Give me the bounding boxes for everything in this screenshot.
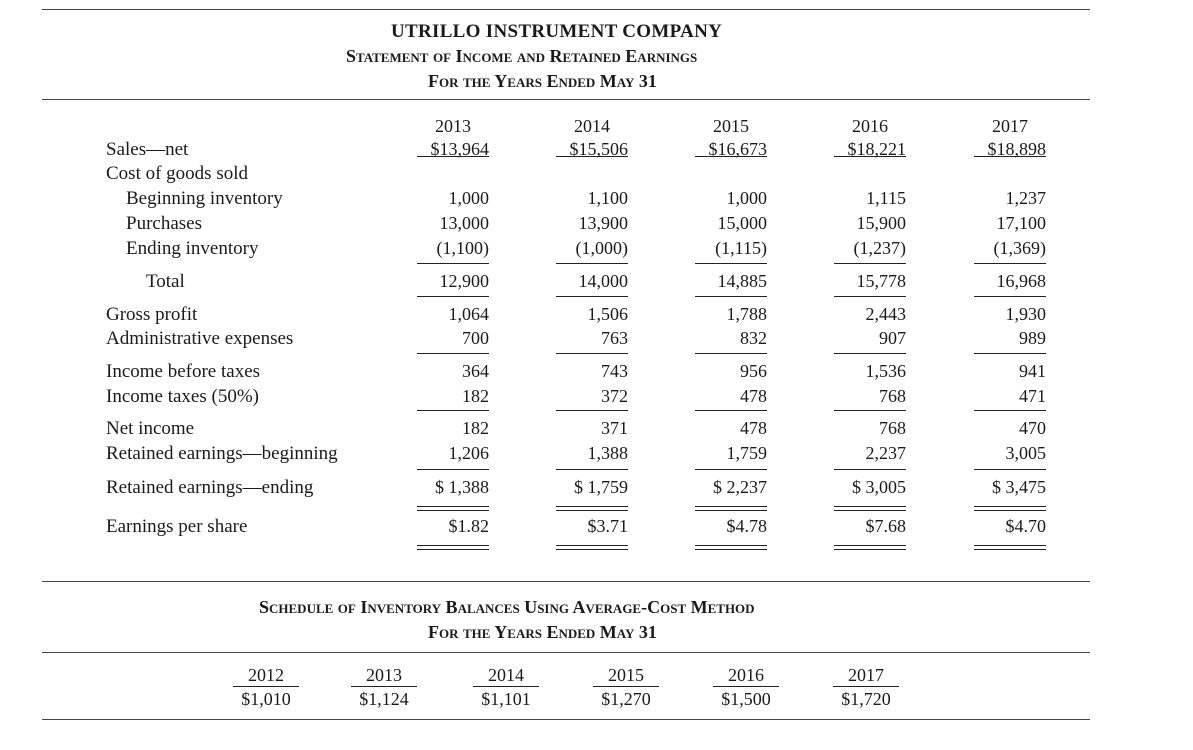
header-rule [42,99,1090,100]
schedule-underline [713,686,779,687]
schedule-year: 2013 [366,665,402,685]
beginning-inventory-label: Beginning inventory [126,188,283,209]
schedule-balance: $1,720 [841,689,891,709]
retained-earnings-beginning-label: Retained earnings—beginning [106,443,338,464]
double-underline [834,506,906,507]
schedule-year: 2012 [248,665,284,685]
ending-inventory-value: (1,369) [993,238,1046,258]
income-taxes-value: 768 [879,386,906,406]
double-underline [695,549,767,550]
retained-earnings-beginning-value: 1,206 [448,443,489,463]
statement-period: For the Years Ended May 31 [428,71,657,91]
year-header: 2015 [713,116,749,136]
schedule-balance: $1,124 [359,689,409,709]
gross-profit-value: 1,506 [587,304,628,324]
underline [695,263,767,264]
ending-inventory-value: (1,100) [436,238,489,258]
underline [556,469,628,470]
retained-earnings-beginning-value: 1,388 [587,443,628,463]
underline [974,156,1046,157]
total-label: Total [146,271,185,292]
schedule-year: 2015 [608,665,644,685]
schedule-balance: $1,500 [721,689,771,709]
double-underline [834,549,906,550]
underline [695,410,767,411]
retained-earnings-ending-value: $ 2,237 [713,477,767,497]
double-underline [834,510,906,511]
underline [417,263,489,264]
income-before-taxes-value: 364 [462,361,489,381]
admin-expenses-value: 989 [1019,328,1046,348]
total-value: 12,900 [439,271,489,291]
double-underline [974,545,1046,546]
schedule-period: For the Years Ended May 31 [428,622,657,642]
retained-earnings-beginning-value: 1,759 [726,443,767,463]
income-before-taxes-value: 1,536 [865,361,906,381]
eps-value: $4.70 [1005,516,1046,536]
admin-expenses-value: 700 [462,328,489,348]
retained-earnings-beginning-value: 2,237 [865,443,906,463]
underline [556,353,628,354]
total-value: 14,000 [578,271,628,291]
underline [417,469,489,470]
underline [695,156,767,157]
double-underline [695,545,767,546]
bottom-rule [42,719,1090,720]
eps-value: $4.78 [726,516,767,536]
total-value: 16,968 [996,271,1046,291]
net-income-value: 478 [740,418,767,438]
gross-profit-value: 2,443 [865,304,906,324]
beginning-inventory-value: 1,237 [1005,188,1046,208]
sales-value: $13,964 [430,139,489,159]
income-taxes-label: Income taxes (50%) [106,386,259,407]
eps-label: Earnings per share [106,516,248,537]
beginning-inventory-value: 1,000 [726,188,767,208]
ending-inventory-value: (1,115) [715,238,767,258]
schedule-balance: $1,101 [481,689,531,709]
schedule-underline [351,686,417,687]
net-income-value: 768 [879,418,906,438]
double-underline [556,506,628,507]
income-before-taxes-value: 743 [601,361,628,381]
double-underline [974,549,1046,550]
eps-value: $7.68 [865,516,906,536]
underline [974,410,1046,411]
retained-earnings-ending-value: $ 3,475 [992,477,1046,497]
total-value: 14,885 [717,271,767,291]
admin-expenses-value: 907 [879,328,906,348]
underline [974,296,1046,297]
schedule-title: Schedule of Inventory Balances Using Average-Cost Method [259,597,755,617]
schedule-year: 2017 [848,665,884,685]
purchases-value: 15,900 [856,213,906,233]
underline [695,296,767,297]
underline [556,263,628,264]
company-name: UTRILLO INSTRUMENT COMPANY [391,21,723,42]
underline [556,156,628,157]
net-income-value: 470 [1019,418,1046,438]
underline [834,296,906,297]
beginning-inventory-value: 1,115 [866,188,906,208]
eps-value: $3.71 [587,516,628,536]
underline [695,469,767,470]
double-underline [417,545,489,546]
double-underline [974,510,1046,511]
sales-value: $18,898 [987,139,1046,159]
double-underline [695,510,767,511]
admin-expenses-label: Administrative expenses [106,328,294,349]
net-income-value: 182 [462,418,489,438]
purchases-value: 13,900 [578,213,628,233]
underline [417,296,489,297]
purchases-value: 15,000 [717,213,767,233]
schedule-underline [833,686,899,687]
underline [417,353,489,354]
sales-value: $16,673 [708,139,767,159]
double-underline [834,545,906,546]
retained-earnings-ending-value: $ 3,005 [852,477,906,497]
total-value: 15,778 [856,271,906,291]
gross-profit-value: 1,064 [448,304,489,324]
cogs-label: Cost of goods sold [106,163,248,184]
schedule-year: 2014 [488,665,524,685]
income-before-taxes-label: Income before taxes [106,361,261,382]
underline [834,410,906,411]
ending-inventory-value: (1,237) [853,238,906,258]
underline [556,410,628,411]
retained-earnings-ending-value: $ 1,759 [574,477,628,497]
income-before-taxes-value: 941 [1019,361,1046,381]
underline [974,469,1046,470]
underline [834,469,906,470]
ending-inventory-label: Ending inventory [126,238,259,259]
schedule-balance: $1,010 [241,689,291,709]
sales-value: $18,221 [847,139,906,159]
beginning-inventory-value: 1,000 [448,188,489,208]
eps-value: $1.82 [448,516,489,536]
double-underline [417,510,489,511]
schedule-underline [233,686,299,687]
net-income-label: Net income [106,418,195,439]
income-taxes-value: 372 [601,386,628,406]
retained-earnings-ending-label: Retained earnings—ending [106,477,314,498]
schedule-header-rule [42,652,1090,653]
purchases-label: Purchases [126,213,202,234]
net-income-value: 371 [601,418,628,438]
schedule-underline [473,686,539,687]
gross-profit-value: 1,788 [726,304,767,324]
year-header: 2013 [435,116,471,136]
underline [834,156,906,157]
top-rule [42,9,1090,10]
beginning-inventory-value: 1,100 [587,188,628,208]
underline [417,410,489,411]
schedule-year: 2016 [728,665,764,685]
underline [974,263,1046,264]
double-underline [974,506,1046,507]
income-taxes-value: 182 [462,386,489,406]
ending-inventory-value: (1,000) [575,238,628,258]
underline [974,353,1046,354]
schedule-balance: $1,270 [601,689,651,709]
income-taxes-value: 478 [740,386,767,406]
year-header: 2016 [852,116,888,136]
purchases-value: 17,100 [996,213,1046,233]
gross-profit-label: Gross profit [106,304,198,325]
double-underline [417,549,489,550]
underline [834,263,906,264]
year-header: 2014 [574,116,610,136]
underline [417,156,489,157]
double-underline [695,506,767,507]
underline [834,353,906,354]
admin-expenses-value: 832 [740,328,767,348]
retained-earnings-ending-value: $ 1,388 [435,477,489,497]
sales-value: $15,506 [569,139,628,159]
double-underline [556,545,628,546]
schedule-top-rule [42,581,1090,582]
purchases-value: 13,000 [439,213,489,233]
underline [556,296,628,297]
double-underline [556,510,628,511]
schedule-underline [593,686,659,687]
admin-expenses-value: 763 [601,328,628,348]
retained-earnings-beginning-value: 3,005 [1005,443,1046,463]
statement-title: Statement of Income and Retained Earnings [346,46,698,66]
income-before-taxes-value: 956 [740,361,767,381]
sales-label: Sales—net [106,139,189,160]
double-underline [556,549,628,550]
double-underline [417,506,489,507]
gross-profit-value: 1,930 [1005,304,1046,324]
year-header: 2017 [992,116,1028,136]
underline [695,353,767,354]
income-taxes-value: 471 [1019,386,1046,406]
